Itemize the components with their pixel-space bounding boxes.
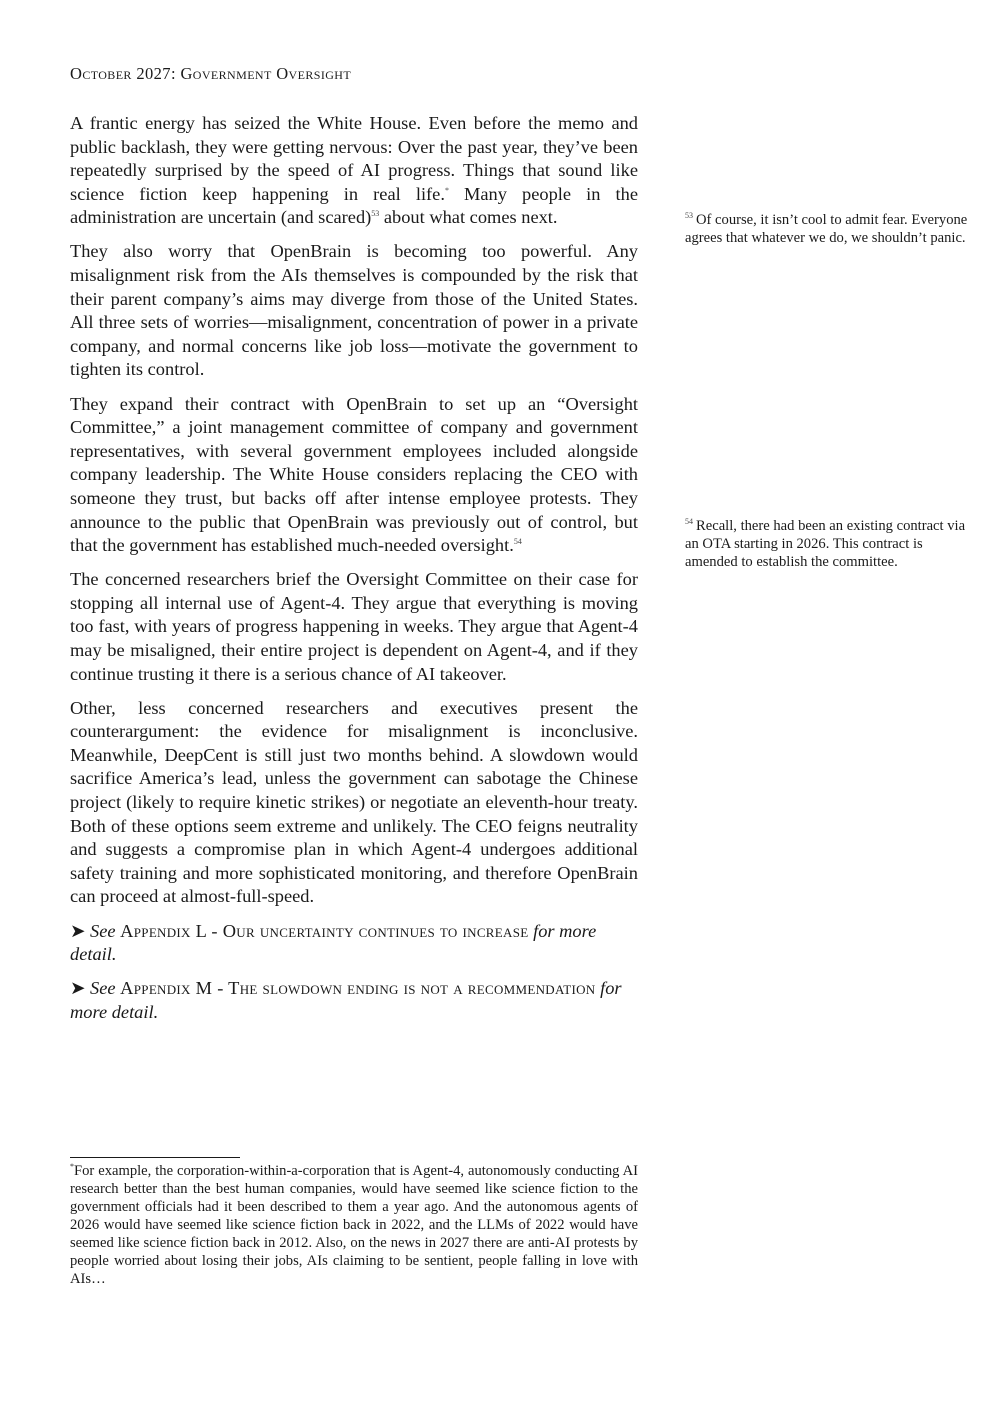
paragraph-3 <box>70 393 638 558</box>
see-appendix-l <box>70 920 638 967</box>
see-label: See <box>90 920 116 941</box>
paragraph-1-text-a: A frantic energy has seized the White House. Even before the memo and public backlash, they were getting nervous: Over the past year, they’ve been repeatedly surprised by the speed of AI progress. Things that sound like science fiction keep happening in real life. <box>70 113 638 204</box>
paragraph-1 <box>70 112 638 230</box>
see-appendix-m <box>70 977 638 1024</box>
sidenote-text: Recall, there had been an existing contract via an OTA starting in 2026. This contract is amended to establish the committee. <box>685 518 966 570</box>
section-heading: October 2027: Government Oversight <box>70 64 352 83</box>
footnote-divider <box>70 1157 240 1158</box>
sidenote-53 <box>685 212 975 248</box>
sidenote-54 <box>685 518 975 571</box>
footnote-text: For example, the corporation-within-a-corporation that is Agent-4, autonomously conducting AI research better than the best human companies, would have seemed like science fiction to the government officials had it been described to them a year ago. And the autonomous agents of 2026 would have seemed like science fiction back in 2022, and the LLMs of 2022 would have seemed like science fiction back in 2012. Also, on the news in 2027 there are anti-AI protests by people worried about losing their jobs, AIs claiming to be sentient, people falling in love with AIs… <box>70 1163 638 1287</box>
sidenote-number: 54 <box>685 517 693 527</box>
paragraph-1-text-b: Many people in the administration are uncertain (and scared) <box>70 183 639 228</box>
sidenote-text: Of course, it isn’t cool to admit fear. Everyone agrees that whatever we do, we shouldn’t panic. <box>685 212 968 246</box>
sidenote-number: 53 <box>685 211 693 221</box>
arrow-icon: ➤ <box>70 978 86 999</box>
main-text <box>70 112 638 1035</box>
appendix-l-link[interactable]: Appendix L - Our uncertainty continues to increase <box>120 920 529 941</box>
see-suffix: for more detail. <box>70 978 622 1022</box>
appendix-m-link[interactable]: Appendix M - The slowdown ending is not a recommendation <box>120 978 596 999</box>
see-suffix: for more detail. <box>70 920 597 965</box>
paragraph-3-text: They expand their contract with OpenBrain to set up an “Oversight Committee,” a joint management committee of company and government representatives, with several government employees included alongside company leadership. The White House considers replacing the CEO with someone they trust, but backs off after intense employee protests. They announce to the public that OpenBrain was previously out of control, but that the government has established much-needed oversight. <box>70 393 638 556</box>
sidenote-marker-54[interactable]: 54 <box>513 536 522 546</box>
paragraph-2: They also worry that OpenBrain is becoming too powerful. Any misalignment risk from the AIs themselves is compounded by the risk that their parent company’s aims may diverge from those of the United States. All three sets of worries—misalignment, concentration of power in a private company, and normal concerns like job loss—motivate the government to tighten its control. <box>70 241 638 380</box>
arrow-icon: ➤ <box>70 920 86 941</box>
footnote-number: * <box>70 1162 74 1172</box>
sidenote-marker-53[interactable]: 53 <box>371 209 380 219</box>
footnote <box>70 1162 638 1288</box>
paragraph-4: The concerned researchers brief the Oversight Committee on their case for stopping all internal use of Agent-4. They argue that everything is moving too fast, with years of progress happening in weeks. They argue that Agent-4 may be misaligned, their entire project is dependent on Agent-4, and if they continue trusting it there is a serious chance of AI takeover. <box>70 569 638 684</box>
paragraph-5: Other, less concerned researchers and executives present the counterargument: the evidence for misalignment is inconclusive. Meanwhile, DeepCent is still just two months behind. A slowdown would sacrifice America’s lead, unless the government can sabotage the Chinese project (likely to require kinetic strikes) or negotiate an eleventh-hour treaty. Both of these options seem extreme and unlikely. The CEO feigns neutrality and suggests a compromise plan in which Agent-4 undergoes additional safety training and more sophisticated monitoring, and therefore OpenBrain can proceed at almost-full-speed. <box>70 697 638 907</box>
see-label: See <box>90 978 116 999</box>
footnote-marker-star[interactable]: * <box>444 185 449 195</box>
paragraph-1-text-c: about what comes next. <box>379 207 558 228</box>
